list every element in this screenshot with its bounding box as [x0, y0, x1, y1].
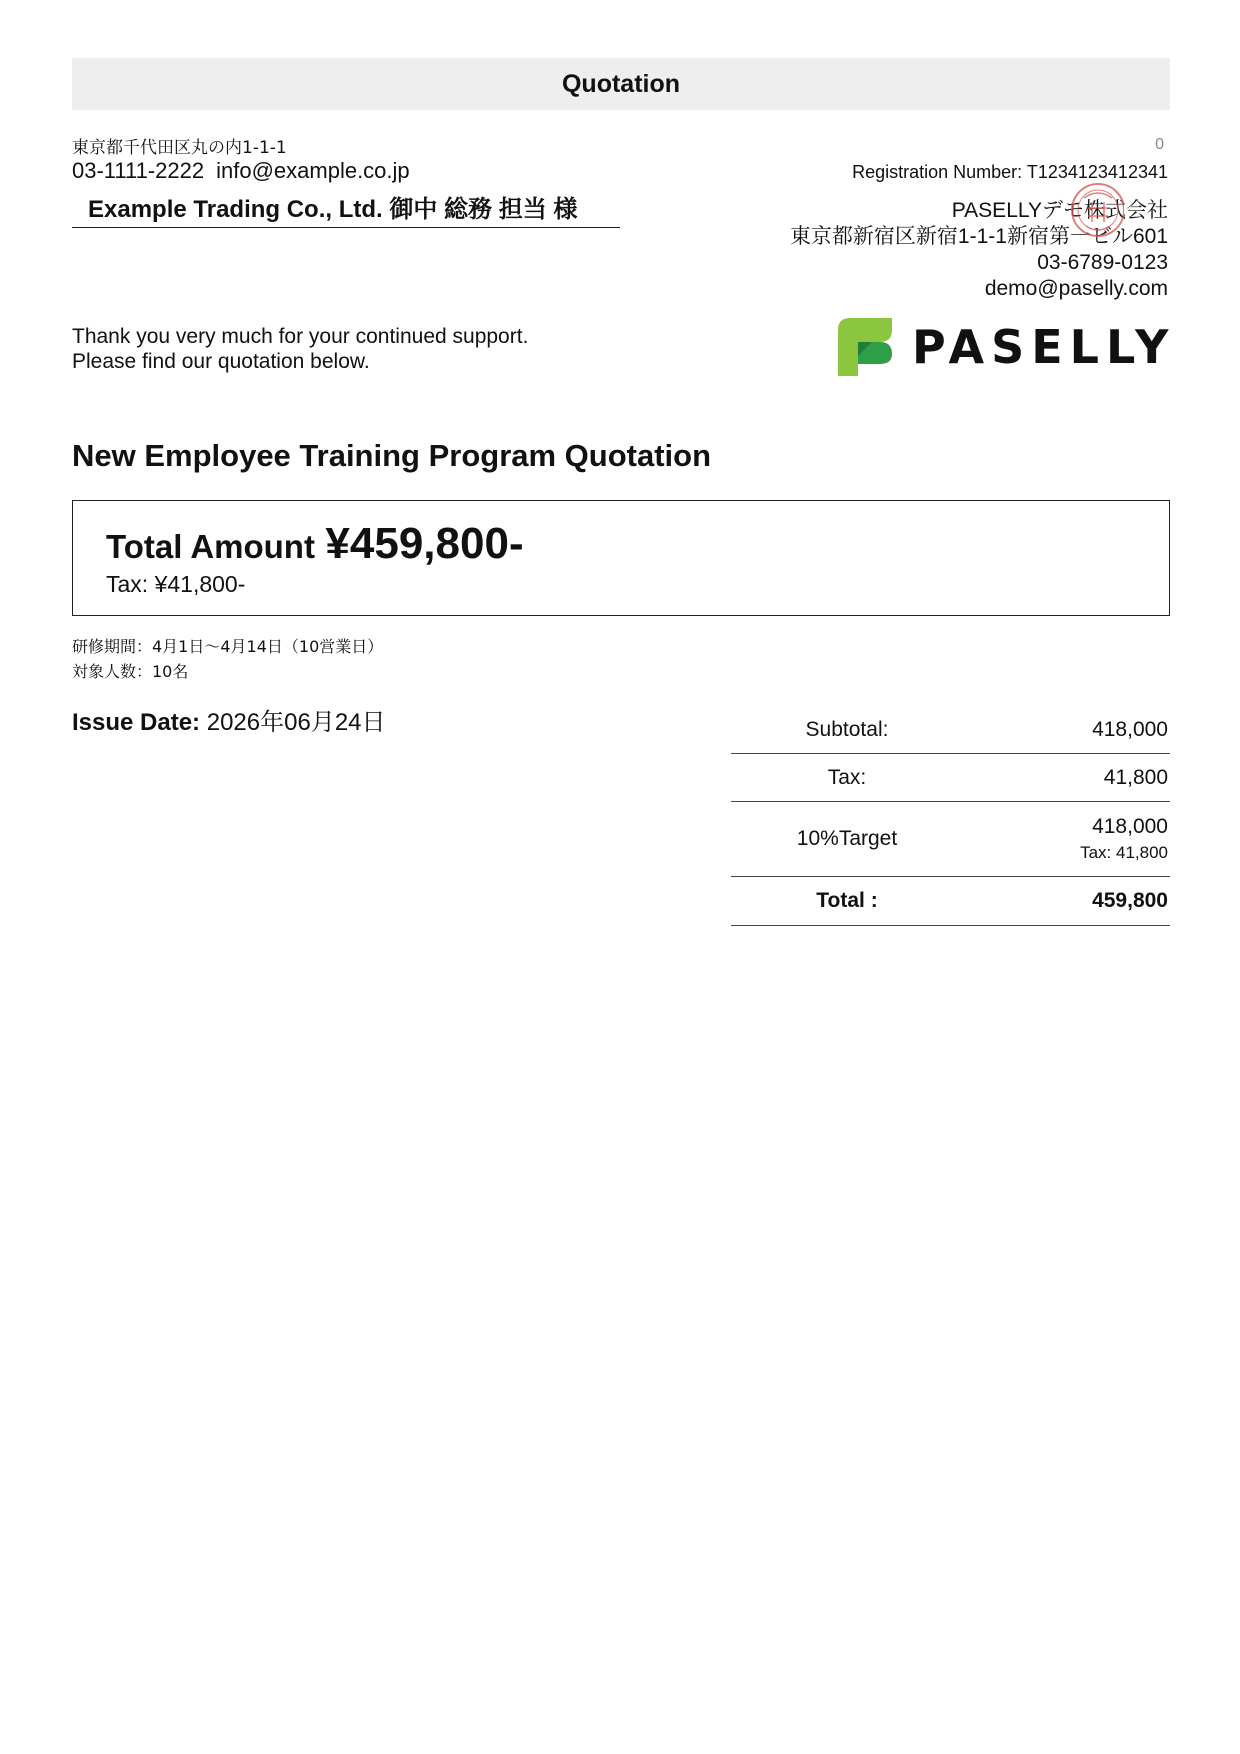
- client-phone: 03-1111-2222: [72, 158, 205, 183]
- issuer-company: PASELLYデモ株式会社: [951, 199, 1168, 222]
- company-logo: [838, 318, 1175, 376]
- note-line: 研修期間：4月1日〜4月14日（10営業日）: [72, 637, 384, 656]
- client-name: Example Trading Co., Ltd. 御中 総務 担当 様: [72, 186, 620, 228]
- paselly-logo-mark-icon: [838, 318, 892, 376]
- page-number: 0: [1155, 136, 1164, 153]
- note-line: 対象人数：10名: [72, 662, 189, 681]
- client-email: info@example.co.jp: [216, 158, 410, 183]
- total-tax: Tax: ¥41,800-: [106, 571, 246, 597]
- total-amount-value: ¥459,800-: [325, 519, 524, 568]
- issue-date-value: 2026年06月24日: [206, 709, 386, 736]
- greeting-line: Please find our quotation below.: [72, 350, 370, 373]
- tax-value: 41,800: [963, 754, 1170, 802]
- notes: [72, 634, 383, 684]
- summary-table: [731, 707, 1170, 926]
- table-row: [731, 754, 1170, 802]
- tax-label: Tax:: [731, 754, 963, 802]
- issuer-email: demo@paselly.com: [984, 277, 1168, 300]
- registration-number: Registration Number: T1234123412341: [852, 162, 1168, 182]
- total-label: Total :: [731, 877, 963, 926]
- issue-date: [72, 702, 386, 737]
- issue-date-label: Issue Date:: [72, 709, 201, 736]
- total-amount-box: [72, 500, 1170, 616]
- issuer-address: 東京都新宿区新宿1-1-1新宿第一ビル601: [789, 225, 1168, 248]
- total-amount-label: Total Amount: [106, 528, 315, 565]
- client-contact: [72, 158, 410, 184]
- issuer-phone: 03-6789-0123: [1037, 251, 1168, 274]
- greeting-line: Thank you very much for your continued support.: [72, 325, 529, 348]
- subtotal-value: 418,000: [963, 707, 1170, 754]
- table-row: [731, 802, 1170, 877]
- document-type-title: Quotation: [561, 69, 681, 98]
- client-address: 東京都千代田区丸の内1-1-1: [72, 138, 287, 158]
- document-title: New Employee Training Program Quotation: [72, 438, 712, 473]
- target-label: 10%Target: [731, 802, 963, 877]
- total-value: 459,800: [963, 877, 1170, 926]
- company-seal-stamp: [1068, 158, 1124, 244]
- greeting: [72, 324, 528, 374]
- target-tax: Tax: 41,800: [1080, 843, 1168, 862]
- logo-wordmark: PASELLY: [912, 320, 1176, 374]
- table-row: [731, 877, 1170, 926]
- target-value: 418,000: [1092, 815, 1168, 838]
- table-row: [731, 707, 1170, 754]
- subtotal-label: Subtotal:: [731, 707, 963, 754]
- document-header: [72, 58, 1170, 110]
